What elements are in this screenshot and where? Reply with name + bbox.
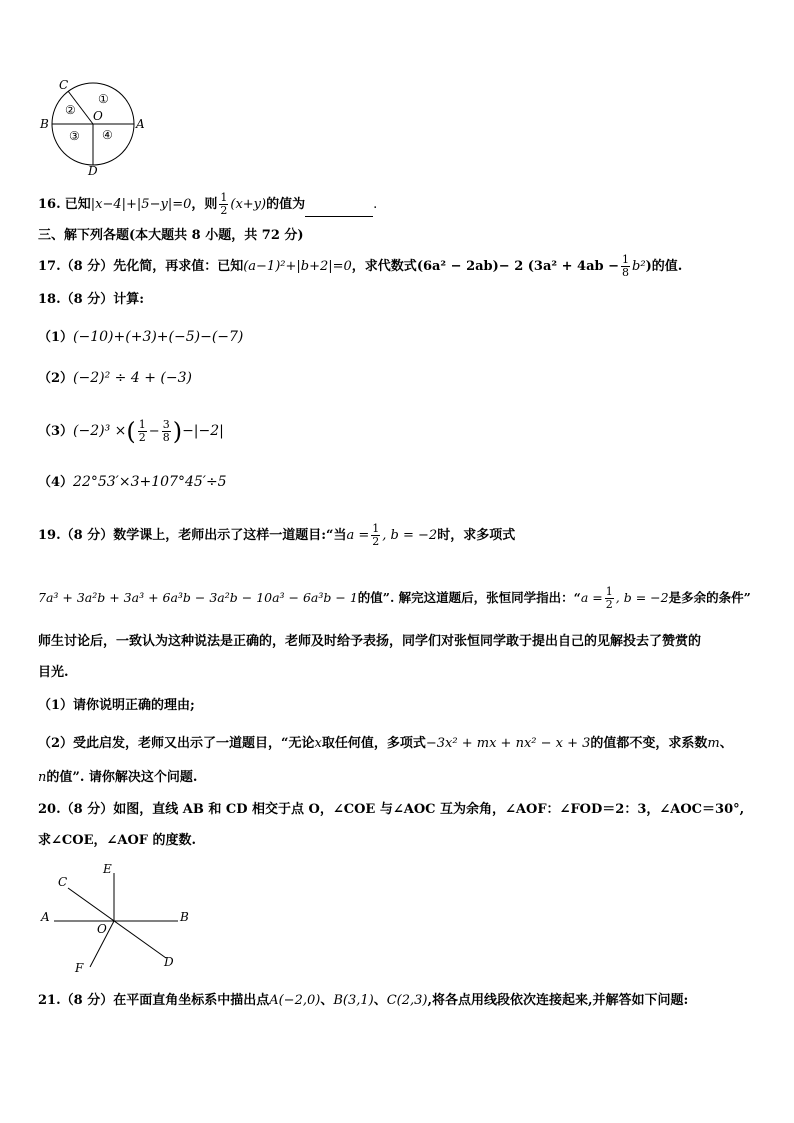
label-a: A <box>136 117 145 131</box>
q21-text1: 在平面直角坐标系中描出点 <box>113 993 270 1008</box>
q16-suffix: 的值为 <box>266 197 306 212</box>
frac-den: 8 <box>622 266 630 279</box>
q19-sub1: （1）请你说明正确的理由; <box>38 698 195 713</box>
q19-text2: 时，求多项式 <box>437 528 516 543</box>
score: （8 分） <box>60 802 114 817</box>
q17-text2: ，求代数式 <box>351 259 417 274</box>
q19-text4: 是多余的条件” <box>668 590 751 605</box>
q17-expr1: (6a² − 2ab)− 2 (3a² + 4ab − <box>416 259 620 274</box>
q19-a-eq: a = <box>346 528 370 543</box>
question-number: 21. <box>38 993 61 1008</box>
sub2-polynomial: −3x² + mx + nx² − x + 3 <box>425 736 591 751</box>
q19-polynomial: 7a³ + 3a²b + 3a³ + 6a³b − 3a²b − 10a³ − 6a³b − 1 <box>38 590 358 605</box>
frac-num: 3 <box>162 418 170 431</box>
q16-expr: |x−4|+|5−y|=0 <box>90 197 192 212</box>
item-expr: (−2)² ÷ 4 + (−3) <box>73 370 192 386</box>
score: （8 分） <box>60 292 114 307</box>
q17-expr2: b² <box>632 259 646 274</box>
point-c: C(2,3) <box>386 993 428 1008</box>
sub2-text-e: 的值”. 请你解决这个问题. <box>46 770 198 785</box>
frac-num: 1 <box>220 191 228 204</box>
label-d: D <box>88 164 98 178</box>
item-expr-a: (−2)³ × <box>73 423 127 439</box>
point-b: B(3,1) <box>333 993 374 1008</box>
question-number: 18. <box>38 292 61 307</box>
score: （8 分） <box>60 528 114 543</box>
frac-den: 8 <box>162 431 170 444</box>
item-label: （4） <box>38 475 74 490</box>
frac-den: 2 <box>138 431 146 444</box>
label-d2: D <box>164 955 174 969</box>
item-label: （2） <box>38 371 74 386</box>
q19-text3: 的值”. 解完这道题后，张恒同学指出：“ <box>357 590 581 605</box>
q18-text: 计算: <box>113 292 145 307</box>
region-1: ① <box>98 92 109 106</box>
item-expr: (−10)+(+3)+(−5)−(−7) <box>73 329 244 345</box>
item-minus: − <box>148 424 160 439</box>
label-a2: A <box>41 910 50 924</box>
question-number: 16. <box>38 197 61 212</box>
sub2-x: x <box>314 736 322 751</box>
q16-end: . <box>373 197 378 212</box>
question-number: 19. <box>38 528 61 543</box>
q19-a-eq2: a = <box>580 590 603 605</box>
item-label: （3） <box>38 424 74 439</box>
q19-line4: 目光. <box>38 665 69 680</box>
region-3: ③ <box>69 129 80 143</box>
label-o2: O <box>97 922 107 936</box>
q19-line3: 师生讨论后，一致认为这种说法是正确的，老师及时给予表扬，同学们对张恒同学敢于提出自己的见解投去了赞赏的 <box>38 634 702 649</box>
point-a: A(−2,0) <box>269 993 321 1008</box>
item-expr: 22°53′×3+107°45′÷5 <box>73 474 227 490</box>
frac-num: 1 <box>622 253 630 266</box>
q19-text1: 数学课上，老师出示了这样一道题目:“当 <box>113 528 347 543</box>
frac-num: 1 <box>605 585 613 598</box>
q20-line1: 如图，直线 AB 和 CD 相交于点 O，∠COE 与∠AOC 互为余角，∠AOF：∠FOD＝2：3，∠AOC＝30°, <box>113 802 745 817</box>
question-21 <box>38 992 688 1010</box>
region-2: ② <box>65 103 76 117</box>
q20-line2: 求∠COE，∠AOF 的度数. <box>38 833 197 848</box>
sub2-m: m <box>707 736 720 751</box>
q16-prefix: 已知 <box>64 197 91 212</box>
q17-text3: )的值. <box>645 259 683 274</box>
frac-den: 2 <box>220 204 228 217</box>
section-3-title: 三、解下列各题(本大题共 8 小题，共 72 分) <box>38 228 304 243</box>
question-number: 20. <box>38 802 61 817</box>
sub2-n: n <box>38 770 47 785</box>
q16-after-frac: (x+y) <box>230 197 267 212</box>
q18-item-3: （3）(−2)³ ×( $\frac{1}{2}$ − $\frac{3}{8}$ )−|−2| <box>38 417 224 446</box>
item-expr-b: −|−2| <box>182 423 224 439</box>
label-c2: C <box>58 875 68 889</box>
label-b: B <box>40 117 49 131</box>
q16-mid: ，则 <box>191 197 218 212</box>
frac-den: 2 <box>372 535 380 548</box>
frac-num: 1 <box>372 522 380 535</box>
question-number: 17. <box>38 259 61 274</box>
score: （8 分） <box>60 993 114 1008</box>
sub2-text-c: 的值都不变，求系数 <box>590 736 708 751</box>
label-c: C <box>59 78 69 92</box>
frac-num: 1 <box>138 418 146 431</box>
label-e: E <box>103 862 112 876</box>
label-f: F <box>75 961 84 975</box>
q19-b-eq: , b = −2 <box>382 528 438 543</box>
label-o: O <box>93 109 103 123</box>
q21-text2: ,将各点用线段依次连接起来,并解答如下问题: <box>427 993 689 1008</box>
label-b2: B <box>180 910 189 924</box>
q17-condition: (a−1)²+|b+2|=0 <box>243 259 352 274</box>
q17-text1: 先化简，再求值：已知 <box>113 259 244 274</box>
sep: 、 <box>320 993 334 1008</box>
q19-b-eq2: , b = −2 <box>615 590 669 605</box>
sep: 、 <box>373 993 387 1008</box>
sub2-text-a: （2）受此启发，老师又出示了一道题目，“无论 <box>38 736 315 751</box>
sub2-text-d: 、 <box>719 736 733 751</box>
score: （8 分） <box>60 259 114 274</box>
region-4: ④ <box>102 128 113 142</box>
item-label: （1） <box>38 330 74 345</box>
frac-den: 2 <box>605 598 613 611</box>
sub2-text-b: 取任何值，多项式 <box>321 736 426 751</box>
